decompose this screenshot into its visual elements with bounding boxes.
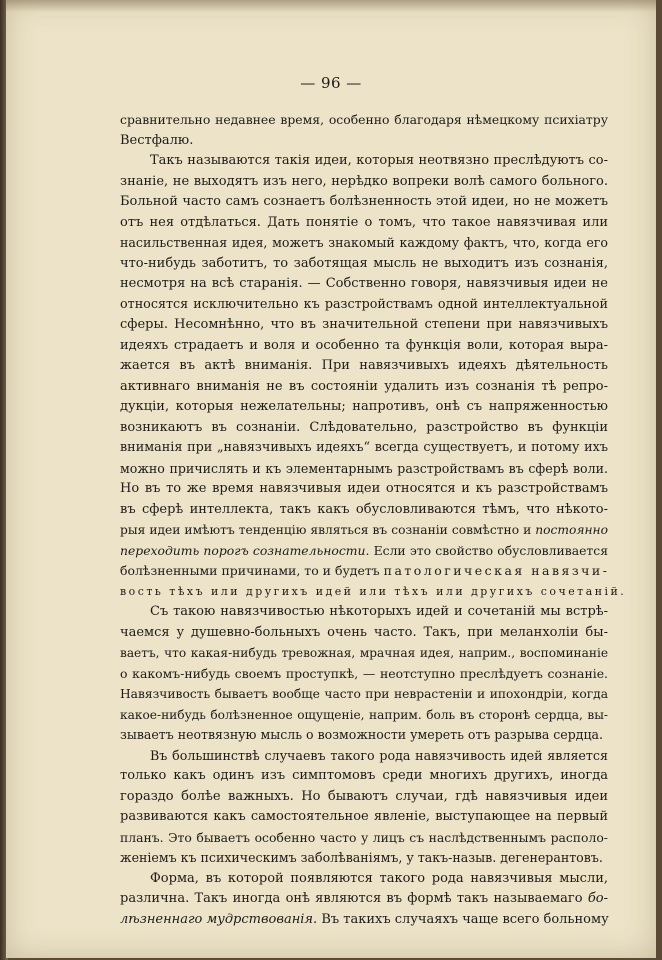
text-line: Съ такою навязчивостью нѣкоторыхъ идей и сочетаній мы встрѣ- (150, 604, 608, 619)
text-line: рыя идеи имѣютъ тенденцію являться въ сознаніи совмѣстно и постоянно (120, 523, 608, 537)
text-line: Въ большинствѣ случаевъ такого рода навязчивость идей является (150, 747, 608, 763)
text-line: болѣзненными причинами, то и будетъ патологическая навязчи- (120, 563, 610, 578)
text-line: чаемся у душевно-больныхъ очень часто. Такъ, при меланхоліи бы- (120, 624, 608, 640)
text-line: гораздо болѣе важныхъ. Но бываютъ случаи, гдѣ навязчивыя идеи (120, 788, 608, 804)
text-line: идеяхъ страдаетъ и воля и особенно та функція воли, которая выра- (120, 337, 608, 353)
text-line: ваетъ, что какая-нибудь тревожная, мрачная идея, наприм., воспоминаніе (120, 646, 608, 660)
text-line: развиваются какъ самостоятельное явленіе, выступающее на первый (120, 809, 608, 824)
text-line: лѣзненнаго мудрствованія. Въ такихъ случаяхъ чаще всего больному (120, 911, 609, 927)
text-line: можно причислять и къ элементарнымъ разстройствамъ въ сферѣ воли. (120, 460, 608, 476)
text-line: въ сферѣ интеллекта, такъ какъ обусловливаются тѣмъ, что нѣкото- (120, 501, 608, 517)
text-line: возникаютъ въ сознаніи. Слѣдовательно, разстройство въ функціи (120, 419, 608, 435)
text-line: вниманія при „навязчивыхъ идеяхъ“ всегда существуетъ, и потому ихъ (120, 440, 608, 455)
text-line: переходить порогъ сознательности. Если это свойство обусловливается (120, 542, 608, 558)
text-line: планъ. Это бываетъ особенно часто у лицъ съ наслѣдственнымъ располо- (120, 829, 608, 845)
text-line: Форма, въ которой появляются такого рода навязчивыя мысли, (150, 870, 608, 886)
text-line: Больной часто самъ сознаетъ болѣзненность этой идеи, но не можетъ (120, 194, 608, 209)
text-line: насильственная идея, можетъ знакомый каждому фактъ, что, когда его (120, 235, 608, 250)
text-line: только какъ одинъ изъ симптомовъ среди многихъ другихъ, иногда (120, 768, 608, 783)
page-number: — 96 — (300, 74, 362, 92)
text-line (120, 582, 627, 603)
text-line: различна. Такъ иногда онѣ являются въ формѣ такъ называемаго бо- (120, 891, 608, 906)
text-line: дукціи, которыя нежелательны; напротивъ, онѣ съ напряженностью (120, 399, 608, 414)
text-line: Но въ то же время навязчивыя идеи относятся и къ разстройствамъ (120, 481, 608, 496)
text-line: Вестфалю. (120, 132, 194, 148)
body-text (120, 110, 627, 930)
text-line: активнаго вниманія не въ состояніи удалить изъ сознанія тѣ репро- (120, 378, 608, 394)
text-line: жается въ актѣ вниманія. При навязчивыхъ идеяхъ дѣятельность (120, 358, 608, 373)
text-line: о какомъ-нибудь своемъ проступкѣ, — неотступно преслѣдуетъ сознаніе. (120, 665, 608, 681)
text-line: отъ нея отдѣлаться. Дать понятіе о томъ, что такое навязчивая или (120, 214, 608, 230)
text-line: что-нибудь заботитъ, то заботящая мысль не выходитъ изъ сознанія, (120, 255, 608, 271)
book-page (6, 0, 656, 958)
emphasis-italic: бо- (587, 891, 608, 906)
text-line: Такъ называются такія идеи, которыя неотвязно преслѣдуютъ со- (150, 153, 608, 168)
text-line: несмотря на всѣ старанія. — Собственно говоря, навязчивыя идеи не (120, 276, 608, 291)
text-line: знаніе, не выходятъ изъ него, нерѣдко вопреки волѣ самого больного. (120, 173, 608, 189)
text-line: сферы. Несомнѣнно, что въ значительной степени при навязчивыхъ (120, 317, 608, 332)
text-line: относятся исключительно къ разстройствамъ одной интеллектуальной (120, 296, 608, 312)
page-top-shadow (6, 0, 656, 12)
text-line: сравнительно недавнее время, особенно благодаря нѣмецкому психіатру (120, 112, 608, 127)
text-line: Навязчивость бываетъ вообще часто при неврастеніи и ипохондріи, когда (120, 687, 608, 701)
text-line: зываетъ неотвязную мысль о возможности умереть отъ разрыва сердца. (120, 727, 604, 742)
emphasis-italic: постоянно (535, 523, 608, 537)
emphasis-spaced: вость тѣхъ или другихъ идей или тѣхъ или другихъ сочетаній. (120, 584, 627, 598)
emphasis-italic: переходить порогъ сознательности. (120, 542, 370, 558)
emphasis-spaced: патологическая навязчи- (383, 563, 610, 578)
emphasis-italic: лѣзненнаго мудрствованія. (120, 911, 318, 927)
text-line: какое-нибудь болѣзненное ощущеніе, наприм. боль въ сторонѣ сердца, вы- (120, 707, 608, 722)
text-line: женіемъ къ психическимъ заболѣваніямъ, у такъ-назыв. дегенерантовъ. (120, 850, 603, 865)
